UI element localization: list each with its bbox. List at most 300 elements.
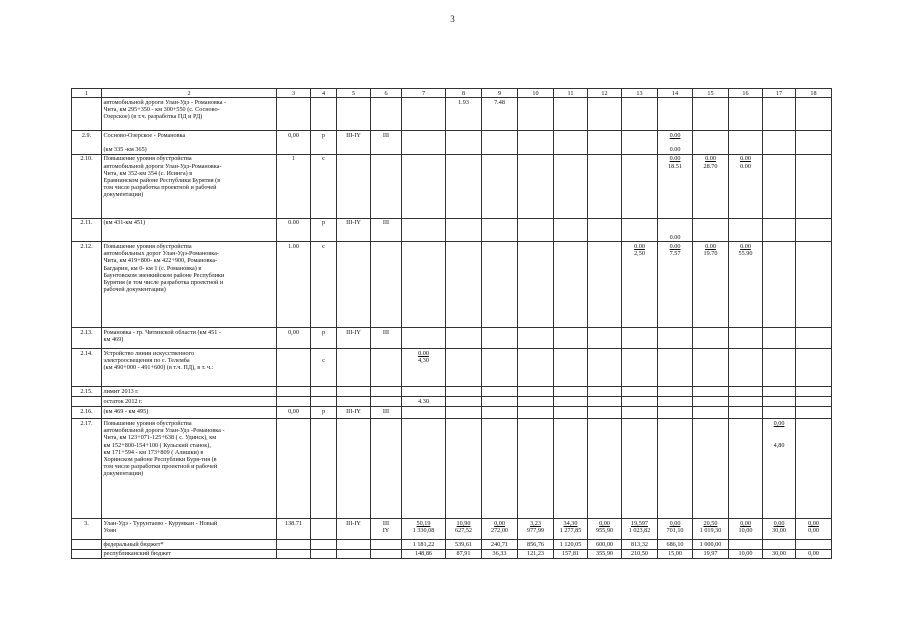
table-cell — [796, 387, 832, 397]
table-cell — [337, 349, 371, 387]
table-cell — [482, 387, 518, 397]
cell-line: автомобильных дорог Улан-Удэ-Романовка- — [103, 250, 219, 258]
table-cell — [588, 131, 622, 155]
object-description — [102, 328, 277, 349]
cell-line — [660, 139, 691, 146]
table-cell — [622, 549, 658, 558]
table-cell — [72, 407, 102, 419]
cell-line: 34,30 — [563, 519, 578, 527]
cell-line: 28.70 — [703, 162, 718, 170]
table-row — [72, 328, 832, 349]
table-cell — [588, 407, 622, 419]
col-header: 6 — [371, 89, 402, 98]
col-header: 8 — [446, 89, 482, 98]
cell-line: Повышение уровня обустройства — [103, 242, 192, 250]
cell-line: 2.15. — [80, 387, 93, 395]
table-cell — [588, 397, 622, 407]
cell-line: том числе разработки проектной и рабочей — [103, 463, 218, 471]
table-cell — [729, 549, 763, 558]
cell-line: 20,50 — [703, 519, 718, 527]
cell-line: Еравнинском районе Республики Бурятия (в — [103, 176, 221, 184]
cell-line: 4,30 — [418, 357, 429, 365]
cell-line: Баунтовском эвенкийском районе Республики — [103, 271, 225, 279]
table-cell — [796, 154, 832, 218]
table-cell — [554, 549, 588, 558]
cell-line: 0,00 — [808, 519, 819, 527]
table-cell — [72, 131, 102, 155]
cell-line: 0.00 — [669, 155, 681, 163]
cell-line: Чита, км 123+071-125+638 ( с. Удинск), км — [103, 434, 217, 442]
col-header: 18 — [796, 89, 832, 98]
table-cell — [337, 397, 371, 407]
cell-line: 272,00 — [490, 527, 508, 535]
table-cell — [622, 419, 658, 519]
table-cell — [588, 98, 622, 131]
table-cell — [446, 131, 482, 155]
table-row — [72, 519, 832, 540]
table-cell — [277, 218, 311, 242]
cell-line: 0.00 — [740, 242, 751, 250]
table-cell — [277, 519, 311, 540]
cell-line — [104, 139, 275, 146]
object-description — [102, 242, 277, 328]
table-cell — [796, 519, 832, 540]
table-cell — [277, 131, 311, 155]
cell-line: 1 — [291, 155, 296, 163]
table-cell — [763, 519, 796, 540]
table-cell — [371, 328, 402, 349]
cell-line: Повышение уровня обустройства — [103, 419, 192, 427]
table-cell — [658, 419, 693, 519]
cell-line: Чита, км 295+350 - км 300+550 (с. Сосново- — [103, 105, 220, 113]
table-cell — [482, 328, 518, 349]
table-cell — [763, 328, 796, 349]
table-cell — [693, 540, 729, 549]
table-cell — [796, 407, 832, 419]
table-cell — [796, 98, 832, 131]
table-cell — [554, 519, 588, 540]
cell-line: 1.93 — [458, 98, 469, 106]
table-cell — [622, 397, 658, 407]
table-cell — [763, 407, 796, 419]
table-cell — [482, 242, 518, 328]
table-cell — [796, 328, 832, 349]
table-cell — [622, 131, 658, 155]
cell-line: III — [382, 328, 390, 336]
cell-line: Чита, км 419+800- км 422+900, Романовка- — [103, 257, 218, 265]
cell-line: 240,71 — [490, 540, 508, 548]
table-cell — [482, 419, 518, 519]
table-cell — [446, 218, 482, 242]
table-cell — [446, 519, 482, 540]
table-cell — [446, 387, 482, 397]
cell-line: 2.17. — [80, 419, 93, 427]
cell-line: 7.57 — [669, 250, 681, 258]
table-cell — [371, 131, 402, 155]
cell-line: III-IY — [346, 328, 361, 336]
object-description — [102, 131, 277, 155]
table-cell — [796, 397, 832, 407]
table-cell — [446, 349, 482, 387]
table-cell — [763, 387, 796, 397]
table-cell — [446, 407, 482, 419]
table-cell — [518, 419, 554, 519]
table-cell — [371, 540, 402, 549]
table-cell — [311, 328, 337, 349]
table-cell — [518, 242, 554, 328]
table-cell — [554, 419, 588, 519]
table-cell — [763, 131, 796, 155]
table-cell — [729, 419, 763, 519]
cell-line: автомобильной дороги Улан-Удэ-Романовка- — [103, 162, 222, 170]
table-cell — [693, 419, 729, 519]
table-cell — [482, 397, 518, 407]
table-cell — [729, 407, 763, 419]
table-cell — [371, 519, 402, 540]
table-cell — [402, 98, 446, 131]
table-cell — [337, 242, 371, 328]
cell-line: III — [382, 131, 390, 139]
table-cell — [311, 419, 337, 519]
table-cell — [311, 540, 337, 549]
object-description — [102, 98, 277, 131]
table-cell — [693, 407, 729, 419]
cell-line: том числе разработка проектной и рабочей — [103, 184, 217, 192]
table-cell — [693, 98, 729, 131]
table-cell — [337, 407, 371, 419]
cell-line: с — [322, 357, 325, 365]
cell-line: 0,00 — [773, 419, 785, 427]
col-header: 3 — [277, 89, 311, 98]
cell-line: III-IY — [346, 131, 361, 139]
object-description — [102, 218, 277, 242]
cell-line: 0,00 — [669, 519, 681, 527]
col-header: 2 — [102, 89, 277, 98]
table-cell — [72, 242, 102, 328]
table-cell — [693, 397, 729, 407]
table-row — [72, 540, 832, 549]
table-cell — [763, 540, 796, 549]
table-cell — [446, 328, 482, 349]
table-cell — [311, 131, 337, 155]
cell-line: 1 330,08 — [412, 527, 435, 535]
cell-line: 0,00 — [773, 519, 785, 527]
table-cell — [277, 540, 311, 549]
table-cell — [693, 242, 729, 328]
table-cell — [337, 519, 371, 540]
table-cell — [72, 397, 102, 407]
table-cell — [337, 540, 371, 549]
table-cell — [311, 349, 337, 387]
table-cell — [371, 218, 402, 242]
table-row — [72, 154, 832, 218]
col-header: 14 — [658, 89, 693, 98]
cell-line: 30,00 — [772, 550, 786, 558]
table-cell — [518, 387, 554, 397]
table-cell — [482, 98, 518, 131]
cell-line: Сосново-Озерское - Романовка — [103, 131, 186, 139]
cell-line — [313, 350, 335, 357]
cell-line: р — [321, 328, 326, 336]
table-cell — [518, 540, 554, 549]
table-row — [72, 387, 832, 397]
table-cell — [588, 154, 622, 218]
object-description — [102, 549, 277, 558]
table-cell — [622, 519, 658, 540]
cell-line: федеральный бюджет* — [103, 540, 164, 548]
table-cell — [72, 349, 102, 387]
table-cell — [693, 549, 729, 558]
cell-line: III-IY — [346, 519, 361, 527]
cell-line: 1 181,22 — [412, 540, 435, 548]
table-cell — [588, 540, 622, 549]
table-cell — [337, 154, 371, 218]
cell-line: 0,00 — [599, 519, 610, 527]
table-cell — [371, 242, 402, 328]
table-cell — [277, 387, 311, 397]
cell-line: 36,33 — [492, 550, 507, 558]
cell-line: 157,81 — [561, 550, 579, 558]
table-row — [72, 549, 832, 558]
table-cell — [402, 540, 446, 549]
table-cell — [337, 98, 371, 131]
table-cell — [554, 98, 588, 131]
col-header: 10 — [518, 89, 554, 98]
table-cell — [796, 349, 832, 387]
table-row — [72, 397, 832, 407]
table-cell — [658, 154, 693, 218]
table-cell — [446, 549, 482, 558]
table-cell — [371, 419, 402, 519]
cell-line: остаток 2012 г. — [103, 397, 143, 405]
cell-line: 0.00 — [705, 242, 716, 250]
table-cell — [658, 349, 693, 387]
table-cell — [729, 218, 763, 242]
cell-line: Озерское) (в т.ч. разработка ПД и РД) — [103, 113, 203, 121]
cell-line: автомобильной дороги Улан-Удэ - Романовка - — [103, 98, 227, 106]
cell-line: с — [322, 242, 325, 250]
cell-line — [660, 219, 691, 226]
cell-line: 0.00 — [740, 155, 751, 163]
table-cell — [554, 397, 588, 407]
cell-line: Хоринском районе Республики Буря-тия (в — [103, 455, 217, 463]
cell-line: 10,90 — [456, 519, 471, 527]
cell-line: Уоян — [103, 527, 117, 535]
cell-line: 10,00 — [738, 550, 753, 558]
table-cell — [729, 349, 763, 387]
cell-line: 1 277,85 — [559, 527, 582, 535]
cell-line: (км 335 -км 365) — [103, 146, 147, 154]
col-header: 13 — [622, 89, 658, 98]
table-cell — [588, 549, 622, 558]
table-cell — [446, 154, 482, 218]
table-cell — [554, 242, 588, 328]
cell-line: Романовка - гр. Читинской области (км 451 - — [103, 328, 221, 336]
table-cell — [311, 242, 337, 328]
table-body — [72, 89, 832, 559]
table-cell — [518, 549, 554, 558]
cell-line — [765, 427, 794, 434]
cell-line: Багдарин, км 0- км 1 (с. Романовка) в — [103, 264, 202, 272]
table-cell — [518, 407, 554, 419]
table-cell — [72, 419, 102, 519]
table-cell — [588, 218, 622, 242]
table-cell — [482, 549, 518, 558]
table-cell — [311, 397, 337, 407]
page-number: 3 — [450, 14, 455, 24]
table-cell — [622, 349, 658, 387]
cell-line: 2,50 — [634, 250, 645, 258]
cell-line: 1 120,05 — [559, 540, 582, 548]
cell-line: 1 000,00 — [699, 540, 722, 548]
table-cell — [337, 419, 371, 519]
cell-line: 813,32 — [630, 540, 648, 548]
table-cell — [796, 549, 832, 558]
table-cell — [693, 349, 729, 387]
table-cell — [277, 154, 311, 218]
col-header: 4 — [311, 89, 337, 98]
cell-line: 2.12. — [80, 242, 93, 250]
cell-line: 539,61 — [454, 540, 472, 548]
cell-line: 0,00 — [740, 519, 751, 527]
table-cell — [658, 387, 693, 397]
table-cell — [482, 131, 518, 155]
table-cell — [402, 387, 446, 397]
table-cell — [72, 98, 102, 131]
table-cell — [729, 154, 763, 218]
cell-line: 977,99 — [526, 527, 544, 535]
cell-line: 15,00 — [668, 550, 682, 558]
cell-line: 0.00 — [740, 162, 751, 170]
cell-line: Устройство линии искусственного — [103, 349, 195, 357]
table-cell — [277, 328, 311, 349]
table-row — [72, 98, 832, 131]
table-cell — [729, 98, 763, 131]
table-cell — [763, 349, 796, 387]
table-cell — [658, 407, 693, 419]
cell-line: 4,80 — [773, 441, 785, 449]
table-cell — [588, 419, 622, 519]
table-cell — [371, 98, 402, 131]
col-header: 17 — [763, 89, 796, 98]
cell-line: 856,76 — [526, 540, 544, 548]
table-cell — [796, 131, 832, 155]
cell-line: 2.14. — [80, 349, 93, 357]
cell-line: 138.71 — [284, 519, 302, 527]
table-cell — [796, 242, 832, 328]
cell-line: Чита, км 352-км 354 (с. Исинга) в — [103, 169, 193, 177]
table-cell — [518, 154, 554, 218]
table-cell — [693, 131, 729, 155]
cell-line: 0.00 — [288, 219, 299, 227]
cell-line: 355,90 — [595, 550, 613, 558]
object-description — [102, 154, 277, 218]
table-cell — [337, 218, 371, 242]
table-cell — [72, 328, 102, 349]
col-header: 9 — [482, 89, 518, 98]
cell-line: 955,90 — [595, 527, 613, 535]
table-cell — [311, 549, 337, 558]
table-cell — [693, 218, 729, 242]
table-row — [72, 242, 832, 328]
cell-line: республиканский бюджет — [103, 550, 172, 558]
cell-line: III-IY — [346, 407, 361, 415]
table-cell — [622, 218, 658, 242]
table-cell — [588, 349, 622, 387]
cell-line: Повышение уровня обустройства — [103, 155, 192, 163]
table-cell — [371, 549, 402, 558]
cell-line: 2.16. — [80, 407, 93, 415]
table-row — [72, 218, 832, 242]
table-cell — [402, 549, 446, 558]
table-cell — [622, 242, 658, 328]
cell-line: 19,597 — [630, 519, 648, 527]
cell-line: 0.00 — [669, 242, 681, 250]
table-cell — [658, 540, 693, 549]
table-cell — [658, 328, 693, 349]
table-cell — [446, 397, 482, 407]
table-cell — [371, 407, 402, 419]
table-cell — [588, 242, 622, 328]
table-cell — [554, 154, 588, 218]
cell-line: III — [382, 407, 390, 415]
table-cell — [518, 131, 554, 155]
table-cell — [446, 98, 482, 131]
cell-line: Бурятия (в том числе разработка проектной и — [103, 278, 224, 286]
table-cell — [518, 397, 554, 407]
table-cell — [402, 218, 446, 242]
table-row — [72, 131, 832, 155]
table-cell — [763, 154, 796, 218]
cell-line: 19,97 — [703, 550, 718, 558]
table-cell — [446, 242, 482, 328]
cell-line: р — [321, 131, 326, 139]
table-cell — [729, 131, 763, 155]
table-cell — [588, 519, 622, 540]
cell-line: 1.00 — [288, 242, 299, 250]
table-cell — [796, 218, 832, 242]
object-description — [102, 387, 277, 397]
table-cell — [622, 407, 658, 419]
table-cell — [554, 218, 588, 242]
table-cell — [446, 540, 482, 549]
table-cell — [518, 218, 554, 242]
table-cell — [729, 540, 763, 549]
table-cell — [277, 419, 311, 519]
table-cell — [371, 154, 402, 218]
table-cell — [446, 419, 482, 519]
table-cell — [337, 549, 371, 558]
table-cell — [622, 540, 658, 549]
cell-line: 0,00 — [288, 131, 299, 139]
table-cell — [72, 519, 102, 540]
cell-line: 2.9. — [81, 131, 92, 139]
table-cell — [729, 519, 763, 540]
table-cell — [72, 549, 102, 558]
cell-line: 4.30 — [418, 397, 429, 405]
cell-line: 2.13. — [80, 328, 93, 336]
table-cell — [482, 540, 518, 549]
table-cell — [763, 242, 796, 328]
cell-line: 10,00 — [738, 527, 753, 535]
table-cell — [72, 154, 102, 218]
cell-line: км 469) — [103, 336, 124, 344]
table-cell — [311, 98, 337, 131]
col-header: 11 — [554, 89, 588, 98]
table-cell — [763, 397, 796, 407]
table-cell — [277, 397, 311, 407]
table-row — [72, 419, 832, 519]
